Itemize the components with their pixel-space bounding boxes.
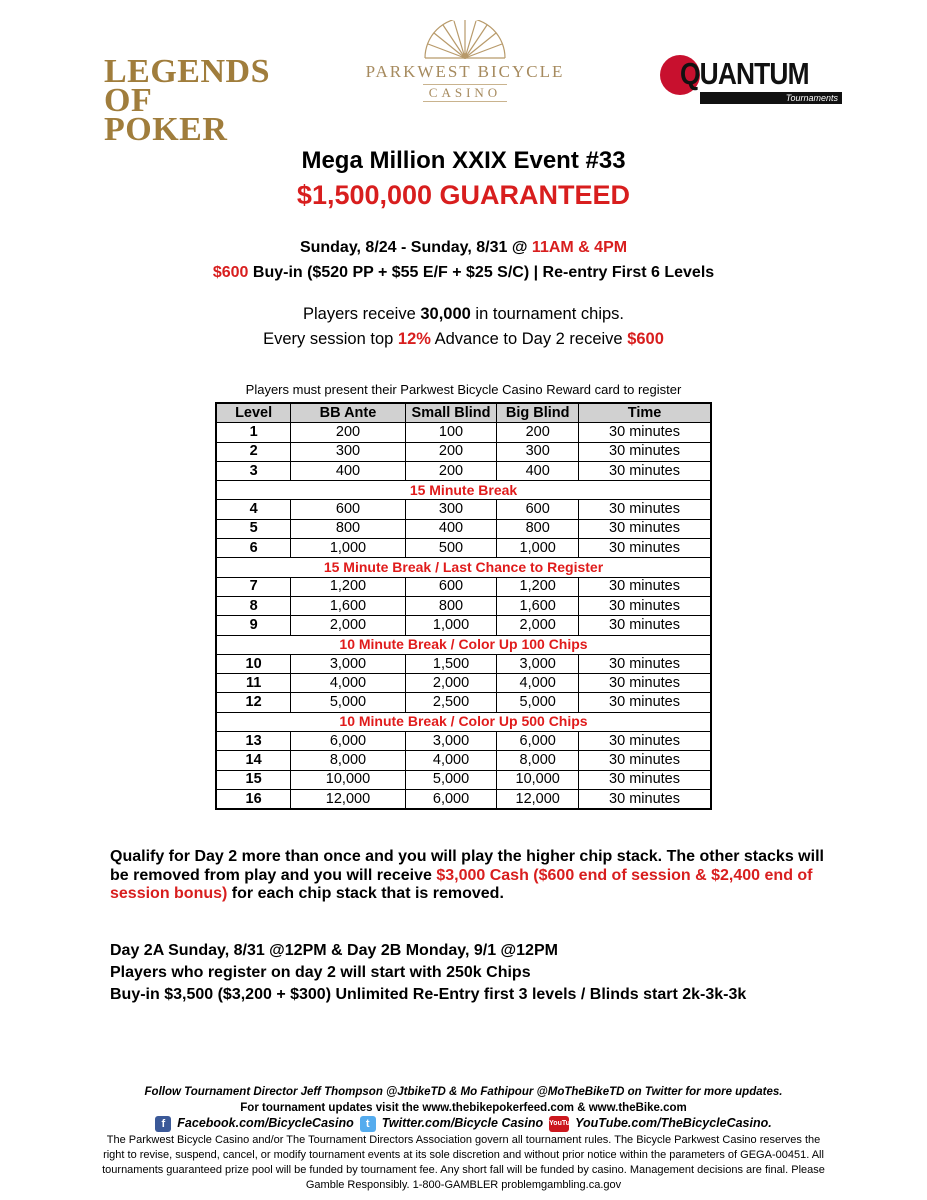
header-big-blind: Big Blind — [497, 403, 579, 423]
cell-bb-ante: 4,000 — [291, 674, 405, 693]
table-row — [216, 500, 711, 519]
parkwest-bicycle-casino-logo — [360, 20, 570, 102]
cell-time: 30 minutes — [579, 693, 711, 712]
day2-dates: Day 2A Sunday, 8/31 @12PM & Day 2B Monday, 9/1 @12PM — [110, 942, 558, 959]
facebook-link[interactable]: Facebook.com/BicycleCasino — [177, 1116, 354, 1131]
cell-level: 7 — [216, 577, 291, 596]
starting-chips-line — [0, 302, 927, 327]
cell-level: 1 — [216, 423, 291, 442]
break-label: 15 Minute Break — [216, 481, 711, 500]
table-row — [216, 654, 711, 673]
advance-text-c: Advance to Day 2 receive — [430, 330, 628, 348]
cell-bb-ante: 800 — [291, 519, 405, 538]
advance-percent: 12% — [397, 330, 431, 348]
event-title: Mega Million XXIX Event #33 — [301, 147, 626, 174]
cell-small-blind: 600 — [405, 577, 497, 596]
chips-text-c: in tournament chips. — [470, 305, 625, 323]
cell-time: 30 minutes — [579, 654, 711, 673]
table-row — [216, 577, 711, 596]
cell-level: 3 — [216, 461, 291, 480]
bike-logo-line1: PARKWEST BICYCLE — [365, 62, 565, 81]
cell-time: 30 minutes — [579, 577, 711, 596]
break-row — [216, 558, 711, 577]
cell-small-blind: 2,000 — [405, 674, 497, 693]
cell-level: 12 — [216, 693, 291, 712]
quantum-tournaments-logo — [660, 55, 850, 107]
cell-bb-ante: 2,000 — [291, 616, 405, 635]
table-row — [216, 539, 711, 558]
cell-level: 11 — [216, 674, 291, 693]
cell-big-blind: 12,000 — [497, 789, 579, 809]
guarantee-headline: $1,500,000 GUARANTEED — [296, 180, 631, 210]
cell-big-blind: 8,000 — [497, 751, 579, 770]
advance-payout: $600 — [627, 330, 664, 348]
table-row — [216, 442, 711, 461]
schedule-block — [0, 235, 927, 285]
schedule-dates-line — [0, 235, 927, 260]
break-row — [216, 712, 711, 731]
cell-bb-ante: 400 — [291, 461, 405, 480]
cell-time: 30 minutes — [579, 732, 711, 751]
chips-amount: 30,000 — [420, 305, 471, 323]
cell-big-blind: 2,000 — [497, 616, 579, 635]
cell-bb-ante: 10,000 — [291, 770, 405, 789]
footer — [100, 1085, 827, 1193]
quantum-logo-word: QUANTUM — [680, 56, 809, 91]
buyin-detail: Buy-in ($520 PP + $55 E/F + $25 S/C) | Re-entry First 6 Levels — [248, 264, 715, 281]
cell-time: 30 minutes — [579, 770, 711, 789]
cell-level: 16 — [216, 789, 291, 809]
cell-time: 30 minutes — [579, 442, 711, 461]
break-label: 10 Minute Break / Color Up 500 Chips — [216, 712, 711, 731]
cell-time: 30 minutes — [579, 616, 711, 635]
cell-small-blind: 2,500 — [405, 693, 497, 712]
cell-small-blind: 200 — [405, 442, 497, 461]
cell-time: 30 minutes — [579, 596, 711, 615]
youtube-link[interactable]: YouTube.com/TheBicycleCasino. — [575, 1116, 772, 1131]
legends-of-poker-logo — [104, 53, 274, 148]
table-row — [216, 789, 711, 809]
facebook-icon: f — [155, 1116, 171, 1132]
break-row — [216, 635, 711, 654]
cell-small-blind: 200 — [405, 461, 497, 480]
cell-big-blind: 4,000 — [497, 674, 579, 693]
table-row — [216, 770, 711, 789]
fan-emblem-icon — [420, 20, 510, 60]
schedule-times: 11AM & 4PM — [531, 239, 628, 256]
break-label: 10 Minute Break / Color Up 100 Chips — [216, 635, 711, 654]
table-row — [216, 461, 711, 480]
table-row — [216, 732, 711, 751]
cell-small-blind: 300 — [405, 500, 497, 519]
cell-small-blind: 1,000 — [405, 616, 497, 635]
cell-level: 13 — [216, 732, 291, 751]
cell-big-blind: 800 — [497, 519, 579, 538]
cell-small-blind: 6,000 — [405, 789, 497, 809]
qualify-text-a: Qualify for Day 2 more than once and you will play the higher chip stack. The other stacks will be removed from play and you will receive — [110, 848, 824, 884]
cell-level: 14 — [216, 751, 291, 770]
day2-register: Players who register on day 2 will start with 250k Chips — [110, 964, 531, 981]
cell-small-blind: 400 — [405, 519, 497, 538]
cell-bb-ante: 1,000 — [291, 539, 405, 558]
cell-time: 30 minutes — [579, 423, 711, 442]
cell-time: 30 minutes — [579, 500, 711, 519]
cell-level: 8 — [216, 596, 291, 615]
qualify-text-b: for each chip stack that is removed. — [227, 885, 504, 902]
break-row — [216, 481, 711, 500]
cell-level: 15 — [216, 770, 291, 789]
footer-updates: For tournament updates visit the www.thebikepokerfeed.com & www.theBike.com — [240, 1101, 687, 1114]
footer-social — [100, 1116, 827, 1132]
chips-block — [0, 302, 927, 352]
table-row — [216, 423, 711, 442]
twitter-link[interactable]: Twitter.com/Bicycle Casino — [381, 1116, 544, 1131]
cell-small-blind: 3,000 — [405, 732, 497, 751]
cell-bb-ante: 1,600 — [291, 596, 405, 615]
cell-bb-ante: 3,000 — [291, 654, 405, 673]
legends-logo-line2: OF POKER — [104, 82, 228, 148]
cell-bb-ante: 1,200 — [291, 577, 405, 596]
buyin-line — [0, 260, 927, 285]
header-small-blind: Small Blind — [405, 403, 497, 423]
cell-level: 10 — [216, 654, 291, 673]
cell-bb-ante: 300 — [291, 442, 405, 461]
table-caption: Players must present their Parkwest Bicycle Casino Reward card to register — [245, 382, 682, 397]
cell-big-blind: 600 — [497, 500, 579, 519]
table-row — [216, 596, 711, 615]
cell-bb-ante: 8,000 — [291, 751, 405, 770]
cell-small-blind: 4,000 — [405, 751, 497, 770]
cell-time: 30 minutes — [579, 461, 711, 480]
table-header-row — [216, 403, 711, 423]
advance-line — [0, 327, 927, 352]
cell-bb-ante: 600 — [291, 500, 405, 519]
cell-small-blind: 1,500 — [405, 654, 497, 673]
cell-time: 30 minutes — [579, 751, 711, 770]
qualify-cash-bonus: $3,000 Cash ($600 end of session & $2,400 end of session bonus) — [110, 866, 813, 902]
cell-bb-ante: 5,000 — [291, 693, 405, 712]
cell-big-blind: 200 — [497, 423, 579, 442]
qualify-paragraph — [110, 848, 830, 904]
break-label: 15 Minute Break / Last Chance to Register — [216, 558, 711, 577]
cell-level: 6 — [216, 539, 291, 558]
cell-level: 4 — [216, 500, 291, 519]
cell-big-blind: 1,000 — [497, 539, 579, 558]
cell-big-blind: 300 — [497, 442, 579, 461]
table-row — [216, 519, 711, 538]
cell-small-blind: 100 — [405, 423, 497, 442]
table-row — [216, 693, 711, 712]
cell-bb-ante: 12,000 — [291, 789, 405, 809]
day2-buyin: Buy-in $3,500 ($3,200 + $300) Unlimited Re-Entry first 3 levels / Blinds start 2k-3k-3k — [110, 986, 747, 1003]
cell-big-blind: 400 — [497, 461, 579, 480]
quantum-logo-sub: Tournaments — [700, 92, 842, 104]
table-body — [216, 423, 711, 809]
cell-small-blind: 800 — [405, 596, 497, 615]
cell-big-blind: 3,000 — [497, 654, 579, 673]
table-row — [216, 616, 711, 635]
buyin-amount: $600 — [212, 264, 249, 281]
cell-time: 30 minutes — [579, 789, 711, 809]
advance-text-a: Every session top — [263, 330, 398, 348]
header-level: Level — [216, 403, 291, 423]
twitter-icon: t — [360, 1116, 376, 1132]
cell-small-blind: 5,000 — [405, 770, 497, 789]
youtube-icon: YouTube — [549, 1116, 569, 1132]
cell-time: 30 minutes — [579, 674, 711, 693]
cell-bb-ante: 6,000 — [291, 732, 405, 751]
cell-big-blind: 10,000 — [497, 770, 579, 789]
header-time: Time — [579, 403, 711, 423]
table-row — [216, 751, 711, 770]
day2-block — [110, 940, 830, 1006]
chips-text-a: Players receive — [302, 305, 421, 323]
cell-small-blind: 500 — [405, 539, 497, 558]
cell-time: 30 minutes — [579, 539, 711, 558]
table-row — [216, 674, 711, 693]
legends-logo-line1: LEGENDS — [104, 53, 270, 90]
header-bb-ante: BB Ante — [291, 403, 405, 423]
footer-legal: The Parkwest Bicycle Casino and/or The Tournament Directors Association govern all tournament rules. The Bicycle Parkwest Casino reserves the right to revise, suspend, cancel, or modify tournament events at its sole discretion and without prior notice within the parameters of GEGA-00451. All tournaments guaranteed prize pool will be funded by tournament fee. Any short fall will be funded by casino. Management decisions are final. Please Gamble Responsibly. 1-800-GAMBLER problemgambling.ca.gov — [102, 1134, 825, 1191]
cell-big-blind: 5,000 — [497, 693, 579, 712]
cell-big-blind: 1,200 — [497, 577, 579, 596]
cell-level: 5 — [216, 519, 291, 538]
schedule-dates: Sunday, 8/24 - Sunday, 8/31 @ — [299, 239, 532, 256]
cell-bb-ante: 200 — [291, 423, 405, 442]
bike-logo-line2: CASINO — [423, 84, 507, 102]
cell-time: 30 minutes — [579, 519, 711, 538]
cell-level: 9 — [216, 616, 291, 635]
footer-follow: Follow Tournament Director Jeff Thompson @JtbikeTD & Mo Fathipour @MoTheBikeTD on Twitter for more updates. — [144, 1086, 783, 1098]
cell-level: 2 — [216, 442, 291, 461]
blind-structure-table — [215, 402, 712, 810]
cell-big-blind: 1,600 — [497, 596, 579, 615]
cell-big-blind: 6,000 — [497, 732, 579, 751]
